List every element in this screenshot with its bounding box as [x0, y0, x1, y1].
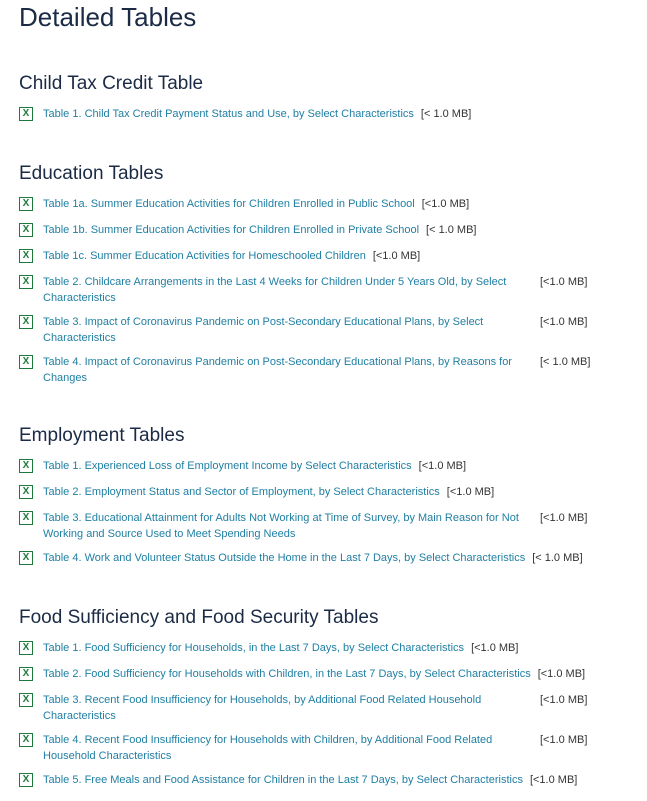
table-download-link[interactable]: Table 4. Impact of Coronavirus Pandemic on Post-Secondary Educational Plans, by Reasons for Changes — [43, 356, 512, 384]
table-list — [19, 640, 647, 790]
list-item — [19, 666, 647, 684]
table-download-link[interactable]: Table 1. Child Tax Credit Payment Status and Use, by Select Characteristics — [43, 108, 414, 120]
file-size: [<1.0 MB] — [540, 734, 588, 746]
file-size: [<1.0 MB] — [540, 694, 588, 706]
table-download-link[interactable]: Table 1c. Summer Education Activities for Homeschooled Children — [43, 250, 366, 262]
table-download-link[interactable]: Table 2. Food Sufficiency for Households with Children, in the Last 7 Days, by Select Characteristics — [43, 668, 531, 680]
file-size: [<1.0 MB] — [540, 276, 588, 288]
excel-file-icon: X — [19, 275, 33, 289]
list-item — [19, 550, 647, 568]
table-download-link[interactable]: Table 1a. Summer Education Activities for Children Enrolled in Public School — [43, 198, 415, 210]
table-download-link[interactable]: Table 4. Work and Volunteer Status Outside the Home in the Last 7 Days, by Select Characteristics — [43, 552, 526, 564]
table-download-link[interactable]: Table 2. Childcare Arrangements in the Last 4 Weeks for Children Under 5 Years Old, by Select Characteristics — [43, 276, 507, 304]
section-heading: Education Tables — [19, 163, 164, 184]
excel-file-icon: X — [19, 315, 33, 329]
file-size: [<1.0 MB] — [471, 642, 519, 654]
section — [19, 424, 647, 568]
file-size: [< 1.0 MB] — [540, 356, 591, 368]
section-heading: Food Sufficiency and Food Security Tables — [19, 607, 379, 628]
excel-file-icon: X — [19, 485, 33, 499]
excel-file-icon: X — [19, 355, 33, 369]
list-item — [19, 692, 647, 724]
file-size: [<1.0 MB] — [540, 316, 588, 328]
table-list — [19, 106, 647, 124]
file-size: [<1.0 MB] — [446, 486, 495, 498]
page-title: Detailed Tables — [19, 2, 197, 32]
file-size: [< 1.0 MB] — [426, 224, 477, 236]
table-list — [19, 196, 647, 386]
file-size: [<1.0 MB] — [540, 512, 588, 524]
excel-file-icon: X — [19, 641, 33, 655]
section — [19, 606, 647, 790]
list-item — [19, 354, 647, 386]
list-item — [19, 484, 647, 502]
table-download-link[interactable]: Table 4. Recent Food Insufficiency for Households with Children, by Additional Food Related Household Characteristics — [43, 734, 493, 762]
list-item — [19, 314, 647, 346]
excel-file-icon: X — [19, 249, 33, 263]
section-heading: Employment Tables — [19, 425, 185, 446]
list-item — [19, 274, 647, 306]
sections — [19, 72, 647, 790]
table-download-link[interactable]: Table 3. Recent Food Insufficiency for Households, by Additional Food Related Household Characteristics — [43, 694, 482, 722]
section — [19, 72, 647, 124]
file-size: [< 1.0 MB] — [420, 108, 472, 120]
list-item — [19, 640, 647, 658]
file-size: [<1.0 MB] — [418, 460, 467, 472]
excel-file-icon: X — [19, 773, 33, 787]
section-heading: Child Tax Credit Table — [19, 73, 204, 94]
list-item — [19, 196, 647, 214]
table-download-link[interactable]: Table 3. Educational Attainment for Adults Not Working at Time of Survey, by Main Reason for Not Working and Source Used to Meet Spending Needs — [43, 512, 519, 540]
table-download-link[interactable]: Table 5. Free Meals and Food Assistance for Children in the Last 7 Days, by Select Characteristics — [43, 774, 523, 786]
list-item — [19, 732, 647, 764]
excel-file-icon: X — [19, 197, 33, 211]
table-download-link[interactable]: Table 1. Food Sufficiency for Households, in the Last 7 Days, by Select Characteristics — [43, 642, 465, 654]
list-item — [19, 106, 647, 124]
excel-file-icon: X — [19, 693, 33, 707]
excel-file-icon: X — [19, 733, 33, 747]
section — [19, 162, 647, 386]
table-download-link[interactable]: Table 1b. Summer Education Activities for Children Enrolled in Private School — [43, 224, 420, 236]
file-size: [<1.0 MB] — [372, 250, 421, 262]
table-list — [19, 458, 647, 568]
excel-file-icon: X — [19, 667, 33, 681]
table-download-link[interactable]: Table 1. Experienced Loss of Employment Income by Select Characteristics — [43, 460, 412, 472]
list-item — [19, 222, 647, 240]
table-download-link[interactable]: Table 2. Employment Status and Sector of Employment, by Select Characteristics — [43, 486, 440, 498]
excel-file-icon: X — [19, 551, 33, 565]
excel-file-icon: X — [19, 511, 33, 525]
list-item — [19, 458, 647, 476]
excel-file-icon: X — [19, 107, 33, 121]
list-item — [19, 248, 647, 266]
list-item — [19, 510, 647, 542]
file-size: [<1.0 MB] — [529, 774, 578, 786]
excel-file-icon: X — [19, 459, 33, 473]
file-size: [< 1.0 MB] — [532, 552, 583, 564]
file-size: [<1.0 MB] — [421, 198, 470, 210]
excel-file-icon: X — [19, 223, 33, 237]
list-item — [19, 772, 647, 790]
table-download-link[interactable]: Table 3. Impact of Coronavirus Pandemic on Post-Secondary Educational Plans, by Select Characteristics — [43, 316, 484, 344]
file-size: [<1.0 MB] — [537, 668, 586, 680]
